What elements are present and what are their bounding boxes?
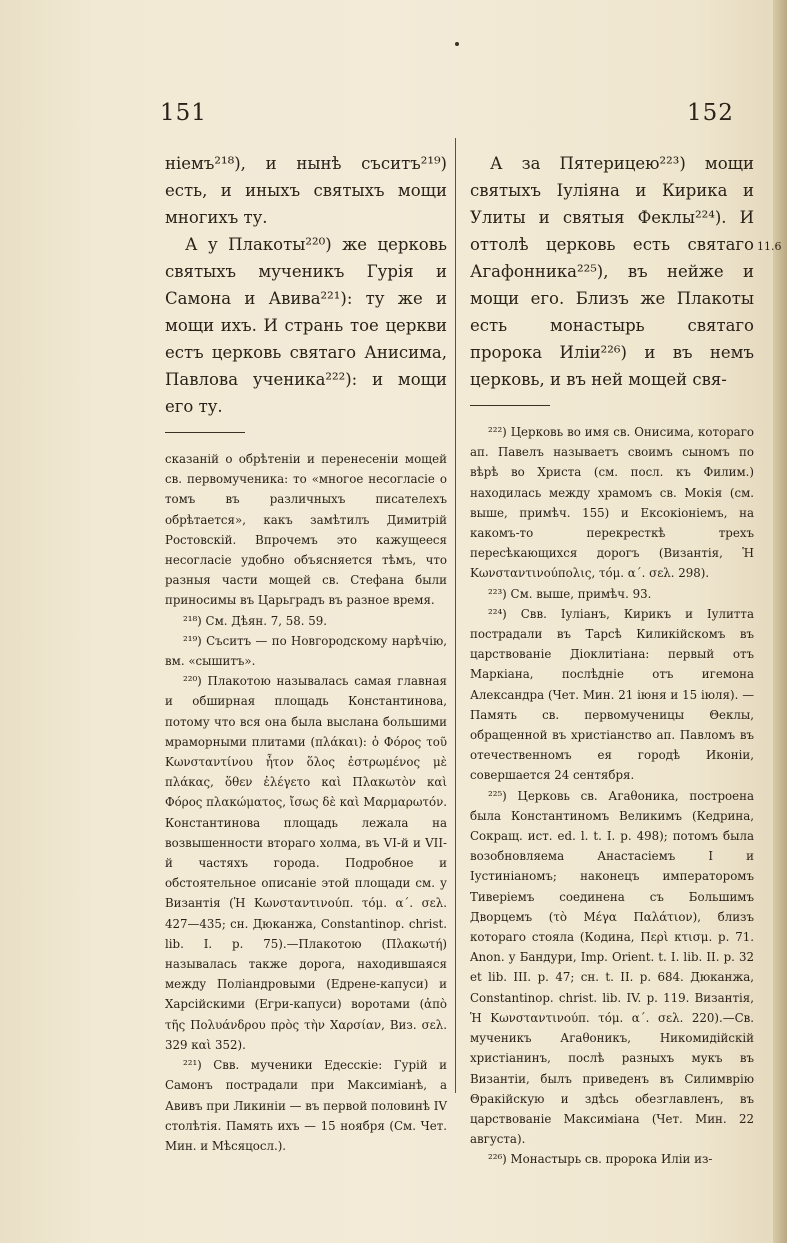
main-paragraph: А у Плакоты²²⁰) же церковь святыхъ мученикъ Гурія и Самона и Авива²²¹): ту же и мощи ихъ. И странь тое церкви естъ церковь святаго Анисима, Павлова ученика²²²): и мощи его ту. xyxy=(165,235,447,416)
page-edge xyxy=(773,0,787,1243)
footnote: ²²²) Церковь во имя св. Онисима, котораго ап. Павелъ называетъ своимъ сыномъ по вѣрѣ во Христа (см. посл. къ Филим.) находилась между храмомъ св. Мокія (см. выше, примѣч. 155) и Ексокіоніемъ, на какомъ-то перекресткѣ трехъ пересѣкающихся дорогъ (Византія, Ἡ Κωνσταντινούπολις, τόμ. α΄. σελ. 298). xyxy=(470,425,754,581)
left-footnotes xyxy=(165,449,447,1156)
footnote: ²²⁰) Плакотою называлась самая главная и обширная площадь Константинова, потому что вся она была выслана большими мраморными плитами (πλάκαι): ὁ Φόρος τοῦ Κωνσταντίνου ἦτον ὅλος ἐστρωμένος μὲ πλάκας, ὅθεν ἐλέγετο καὶ Πλακωτὸν καὶ Φόρος πλακώματος, ἴσως δὲ καὶ Μαρμαρωτόν. Константинова площадь лежала на возвышенности втораго холма, въ VI-й и VII-й частяхъ города. Подробное и обстоятельное описаніе этой площади см. у Византія (Ἡ Κωνσταντινούπ. τόμ. α΄. σελ. 427—435; сн. Дюканжа, Constantinop. christ. lib. I. p. 75).—Плакотою (Πλακωτή) называлась также дорога, находившаяся между Поліандровыми (Едрене-капуси) и Харсійскими (Егри-капуси) воротами (ἀπὸ τῆς Πολυάνδρου πρὸς τὴν Χαρσίαν, Виз. σελ. 329 καὶ 352). xyxy=(165,674,447,1052)
left-column xyxy=(165,150,447,1156)
page-number-right: 152 xyxy=(687,100,734,126)
main-paragraph: ніемъ²¹⁸), и нынѣ съситъ²¹⁹) есть, и иныхъ святыхъ мощи многихъ ту. xyxy=(165,154,447,227)
page-number-left: 151 xyxy=(160,100,207,126)
footnote-rule xyxy=(470,405,550,406)
footnote: ²²¹) Свв. мученики Едесскіе: Гурій и Самонъ пострадали при Максиміанѣ, а Авивъ при Ликиніи — въ первой половинѣ IV столѣтія. Память ихъ — 15 ноября (См. Чет. Мин. и Мѣсяцосл.). xyxy=(165,1058,447,1153)
footnote: ²²³) См. выше, примѣч. 93. xyxy=(488,586,652,601)
footnote: сказаній о обрѣтеніи и перенесеніи мощей св. первомученика: то «многое несогласіе о томъ въ различныхъ писателехъ обрѣтается», какъ замѣтилъ Димитрій Ростовскій. Впрочемъ это кажущееся несогласіе удобно объясняется тѣмъ, что разныя части мощей св. Стефана были приносимы въ Царьградъ въ разное время. xyxy=(165,452,447,608)
ink-dot xyxy=(455,42,459,46)
footnote: ²²⁵) Церковь св. Агаθоника, построена была Константиномъ Великимъ (Кедрина, Сокращ. ист. ed. l. t. I. p. 498); потомъ была возобновляема Анастасіемъ I и Іустиніаномъ; наконецъ императоромъ Тиверіемъ соединена съ Большимъ Дворцемъ (τὸ Μέγα Παλάτιον), близъ котораго стояла (Кодина, Περὶ κτισμ. p. 71. Anon. у Бандури, Imp. Orient. t. I. lib. II. p. 32 et lib. III. p. 47; сн. t. II. p. 684. Дюканжа, Constantinop. christ. lib. IV. p. 119. Византія, Ἡ Κωνσταντινούπ. τόμ. α΄. σελ. 220).—Св. мученикъ Агаθоникъ, Никомидійскій христіанинъ, послѣ разныхъ мукъ въ Византіи, былъ приведенъ въ Силимврію Θракійскую и здѣсь обезглавленъ, въ царствованіе Максиміана (Чет. Мин. 22 августа). xyxy=(470,788,754,1147)
right-column xyxy=(470,150,754,1170)
footnote: ²²⁶) Монастырь св. пророка Иліи из- xyxy=(488,1152,713,1167)
footnote: ²¹⁸) См. Дѣян. 7, 58. 59. xyxy=(183,613,328,628)
right-footnotes xyxy=(470,422,754,1170)
left-main-text xyxy=(165,150,447,420)
footnote: ²²⁴) Свв. Іуліанъ, Кирикъ и Іулитта пострадали въ Тарсѣ Киликійскомъ въ царствованіе Діоклитіана: первый отъ Маркіана, послѣдніе отъ игемона Александра (Чет. Мин. 21 іюня и 15 іюля). — Память св. первомученицы Θеклы, обращенной въ христіанство ап. Павломъ въ отечественномъ ея городѣ Иконіи, совершается 24 сентября. xyxy=(470,606,754,783)
margin-mark: 11.6 xyxy=(757,240,782,253)
right-main-text xyxy=(470,150,754,393)
main-paragraph: А за Пятерицею²²³) мощи святыхъ Іуліяна и Кирика и Улиты и святыя Феклы²²⁴). И оттолѣ церковь есть святаго Агафонника²²⁵), въ нейже и мощи его. Близъ же Плакоты есть монастырь святаго пророка Иліи²²⁶) и въ немъ церковь, и въ ней мощей свя- xyxy=(470,154,754,389)
footnote-rule xyxy=(165,432,245,433)
column-divider xyxy=(455,138,456,1093)
footnote: ²¹⁹) Съситъ — по Новгородскому нарѣчію, вм. «сышитъ». xyxy=(165,633,447,669)
